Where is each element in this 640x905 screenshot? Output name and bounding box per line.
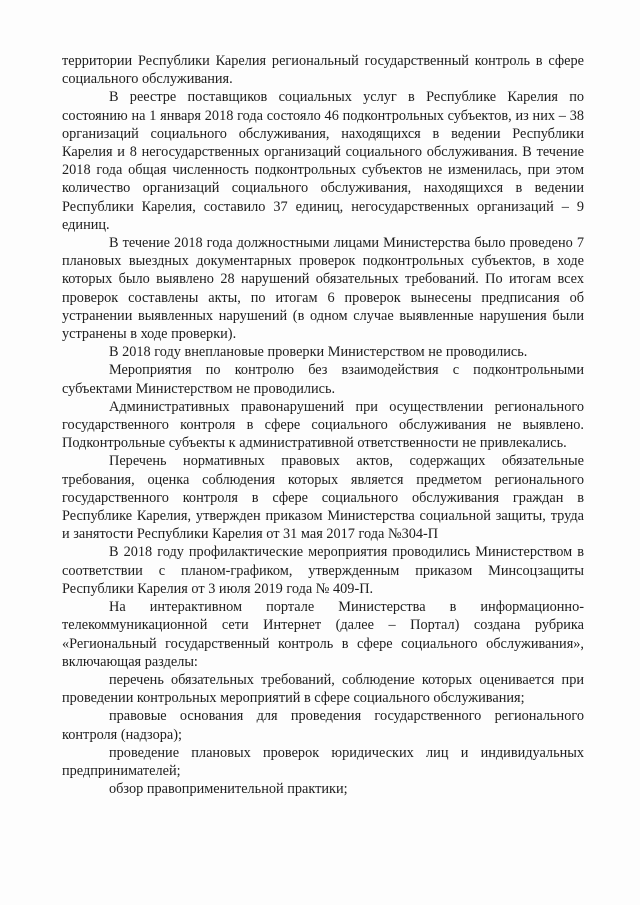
list-item-enforcement-review: обзор правоприменительной практики; [109, 781, 348, 798]
list-item-planned-inspections: проведение плановых проверок юридических лиц и индивидуальных предпринимателей; [62, 744, 584, 779]
paragraph-portal-rubric: На интерактивном портале Министерства в информационно-телекоммуникационной сети Интернет (далее – Портал) создана рубрика «Региональный государственный контроль в сфере социального обслуживания», включающая разделы: [62, 599, 584, 670]
paragraph-territory: территории Республики Карелия региональный государственный контроль в сфере социального обслуживания. [62, 53, 584, 88]
paragraph-planned-inspections: В течение 2018 года должностными лицами Министерства было проведено 7 плановых выездных документарных проверок подконтрольных субъектов, в ходе которых было выявлено 28 нарушений обязательных требований. По итогам всех проверок составлены акты, по итогам 6 проверок вынесены предписания об устранении выявленных нарушений (в одном случае выявленные нарушения были устранены в ходе проверки). [62, 235, 584, 343]
list-item-legal-grounds: правовые основания для проведения государственного регионального контроля (надзора); [62, 708, 584, 743]
paragraph-legal-acts-list: Перечень нормативных правовых актов, содержащих обязательные требования, оценка соблюдения которых является предметом регионального государственного контроля в сфере социального обслуживания граждан в Республике Карелия, утвержден приказом Министерства социальной защиты, труда и занятости Республики Карелия от 31 мая 2017 года №304-П [62, 453, 584, 543]
paragraph-unscheduled-inspections: В 2018 году внеплановые проверки Министерством не проводились. [109, 344, 528, 361]
paragraph-no-interaction-control: Мероприятия по контролю без взаимодействия с подконтрольными субъектами Министерством не проводились. [62, 362, 584, 397]
document-body [62, 52, 584, 798]
list-item-mandatory-requirements: перечень обязательных требований, соблюдение которых оценивается при проведении контрольных мероприятий в сфере социального обслуживания; [62, 671, 584, 707]
paragraph-registry: В реестре поставщиков социальных услуг в Республике Карелия по состоянию на 1 января 2018 года состояло 46 подконтрольных субъектов, из них – 38 организаций социального обслуживания, находящихся в ведении Республики Карелия и 8 негосударственных организаций социального обслуживания. В течение 2018 года общая численность подконтрольных субъектов не изменилась, при этом количество организаций социального обслуживания, находящихся в ведении Республики Карелия, составило 37 единиц, негосударственных организаций – 9 единиц. [62, 89, 584, 233]
paragraph-preventive-measures: В 2018 году профилактические мероприятия проводились Министерством в соответствии с планом-графиком, утвержденным приказом Минсоцзащиты Республики Карелия от 3 июля 2019 года № 409-П. [62, 544, 584, 597]
paragraph-administrative-offenses: Административных правонарушений при осуществлении регионального государственного контроля в сфере социального обслуживания не выявлено. Подконтрольные субъекты к административной ответственности не привлекались. [62, 398, 584, 452]
